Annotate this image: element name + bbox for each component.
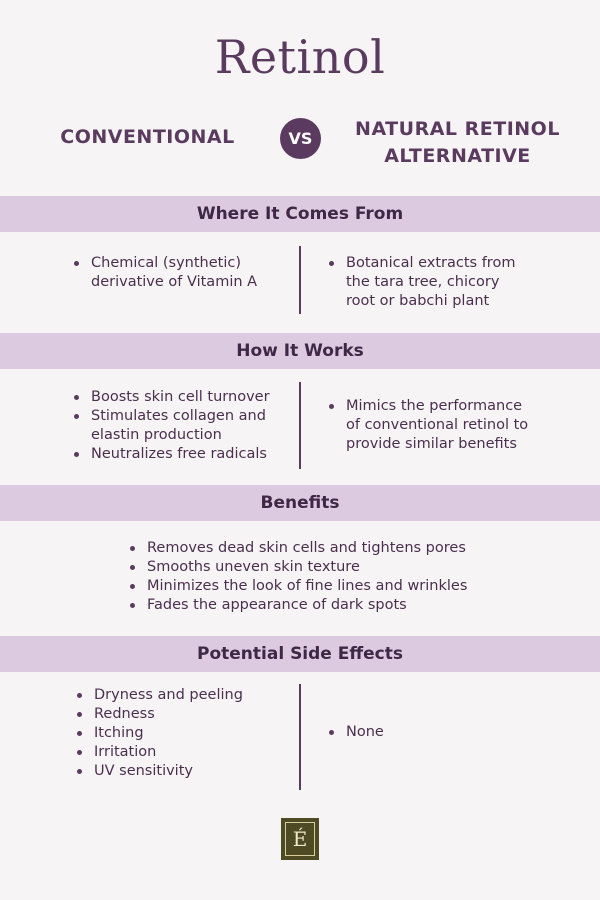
benefits-list xyxy=(128,539,498,615)
list-item: Irritation xyxy=(75,743,275,762)
conventional-heading: CONVENTIONAL xyxy=(60,126,235,148)
section-band-where xyxy=(0,196,600,232)
section-band-benefits xyxy=(0,485,600,521)
where-natural-list xyxy=(327,254,527,311)
list-item: Minimizes the look of fine lines and wrinkles xyxy=(128,577,498,596)
natural-heading-line2: ALTERNATIVE xyxy=(384,145,531,167)
list-item: Mimics the performance of conventional retinol to provide similar benefits xyxy=(327,397,532,454)
list-item: UV sensitivity xyxy=(75,762,275,781)
side-effects-conventional-list xyxy=(75,686,275,781)
side-effects-natural-list xyxy=(327,723,527,742)
column-divider xyxy=(299,382,301,469)
list-item: Redness xyxy=(75,705,275,724)
how-natural-list xyxy=(327,397,532,454)
section-heading-side-effects: Potential Side Effects xyxy=(197,644,403,664)
page-title: Retinol xyxy=(214,30,386,84)
section-heading-where: Where It Comes From xyxy=(196,204,404,224)
natural-alternative-heading xyxy=(335,116,580,170)
list-item: Botanical extracts from the tara tree, chicory root or babchi plant xyxy=(327,254,527,311)
how-conventional-list xyxy=(72,388,272,464)
list-item: Smooths uneven skin texture xyxy=(128,558,498,577)
list-item: Dryness and peeling xyxy=(75,686,275,705)
list-item: Stimulates collagen and elastin production xyxy=(72,407,272,445)
brand-logo xyxy=(281,818,319,860)
list-item: Removes dead skin cells and tightens pores xyxy=(128,539,498,558)
natural-heading-line1: NATURAL RETINOL xyxy=(355,118,560,140)
section-heading-benefits: Benefits xyxy=(260,493,340,513)
section-band-how xyxy=(0,333,600,369)
list-item: Chemical (synthetic) derivative of Vitamin A xyxy=(72,254,277,292)
section-band-side-effects xyxy=(0,636,600,672)
brand-logo-mark: É xyxy=(285,822,315,856)
section-heading-how: How It Works xyxy=(236,341,364,361)
column-divider xyxy=(299,684,301,790)
list-item: Boosts skin cell turnover xyxy=(72,388,272,407)
vs-badge: VS xyxy=(280,118,321,159)
list-item: None xyxy=(327,723,527,742)
column-divider xyxy=(299,246,301,314)
list-item: Fades the appearance of dark spots xyxy=(128,596,498,615)
where-conventional-list xyxy=(72,254,277,292)
list-item: Neutralizes free radicals xyxy=(72,445,272,464)
list-item: Itching xyxy=(75,724,275,743)
